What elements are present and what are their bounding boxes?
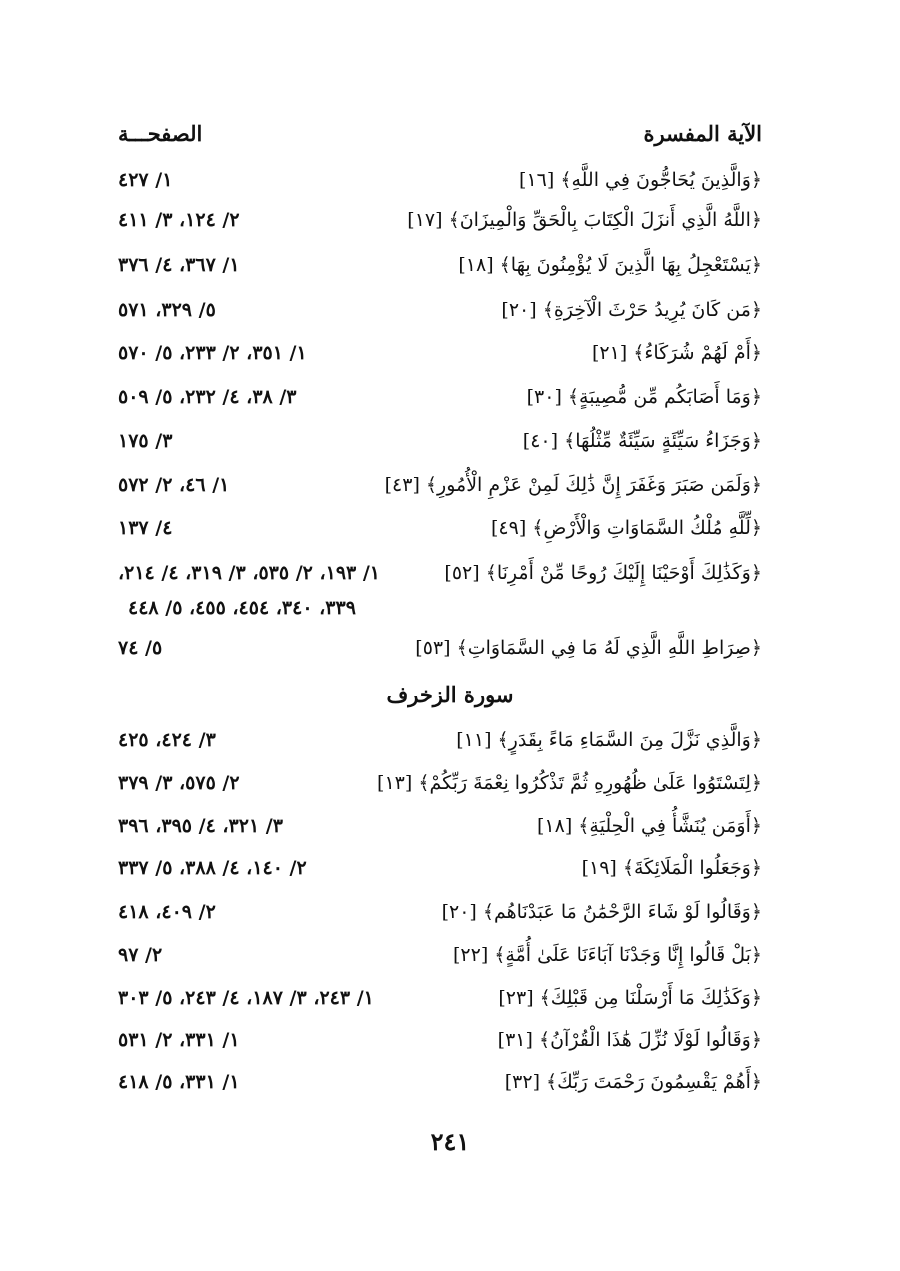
- index-row: [0, 628, 900, 668]
- verse-reference: ﴿يَسْتَعْجِلُ بِهَا الَّذِينَ لَا يُؤْمِنُونَ بِهَا﴾ [١٨]: [458, 254, 762, 276]
- verse-column-heading: الآية المفسرة: [643, 120, 762, 146]
- verse-reference: ﴿أَمْ لَهُمْ شُرَكَاءُ﴾ [٢١]: [591, 342, 762, 364]
- surah-title: سورة الزخرف: [386, 682, 514, 707]
- page-references: ٣/ ٤٢٤، ٤٢٥: [118, 729, 216, 751]
- verse-reference: ﴿اللَّهُ الَّذِي أَنزَلَ الْكِتَابَ بِالْحَقِّ وَالْمِيزَانَ﴾ [١٧]: [407, 209, 762, 231]
- verse-reference: ﴿أَوَمَن يُنَشَّأُ فِي الْحِلْيَةِ﴾ [١٨]: [537, 815, 762, 837]
- verse-reference: ﴿لِتَسْتَوُوا عَلَىٰ ظُهُورِهِ ثُمَّ تَذْكُرُوا نِعْمَةَ رَبِّكُمْ﴾ [١٣]: [377, 772, 762, 794]
- verse-reference: ﴿وَلَمَن صَبَرَ وَغَفَرَ إِنَّ ذَٰلِكَ لَمِنْ عَزْمِ الْأُمُورِ﴾ [٤٣]: [384, 474, 762, 496]
- index-row: [0, 508, 900, 548]
- index-row-continuation: [0, 588, 900, 628]
- index-row: [0, 935, 900, 975]
- verse-reference: ﴿أَهُمْ يَقْسِمُونَ رَحْمَتَ رَبِّكَ﴾ [٣٢]: [504, 1071, 762, 1093]
- index-row: [0, 421, 900, 461]
- index-row: [0, 553, 900, 593]
- page-references: ١/ ٤٢٧: [118, 169, 173, 191]
- verse-reference: ﴿مَن كَانَ يُرِيدُ حَرْثَ الْآخِرَةِ﴾ [٢٠]: [501, 299, 762, 321]
- verse-reference: ﴿وَقَالُوا لَوْ شَاءَ الرَّحْمَٰنُ مَا عَبَدْنَاهُم﴾ [٢٠]: [441, 901, 762, 923]
- verse-reference: ﴿بَلْ قَالُوا إِنَّا وَجَدْنَا آبَاءَنَا عَلَىٰ أُمَّةٍ﴾ [٢٢]: [452, 944, 762, 966]
- page-references: ١/ ٣٣١، ٥/ ٤١٨: [118, 1071, 240, 1093]
- page-references: ٢/ ٥٧٥، ٣/ ٣٧٩: [118, 772, 240, 794]
- page-references: ١/ ٣٦٧، ٤/ ٣٧٦: [118, 254, 240, 276]
- index-row: [0, 806, 900, 846]
- index-row: [0, 763, 900, 803]
- index-row: [0, 160, 900, 200]
- page-column-heading: الصفحـــة: [118, 120, 203, 146]
- verse-reference: ﴿لِّلَّهِ مُلْكُ السَّمَاوَاتِ وَالْأَرْضِ﴾ [٤٩]: [491, 517, 762, 539]
- page-references: ١/ ١٩٣، ٢/ ٥٣٥، ٣/ ٣١٩، ٤/ ٢١٤،: [118, 562, 381, 584]
- index-row: [0, 848, 900, 888]
- verse-reference: ﴿وَمَا أَصَابَكُم مِّن مُّصِيبَةٍ﴾ [٣٠]: [526, 386, 762, 408]
- index-row: [0, 200, 900, 240]
- index-row: [0, 465, 900, 505]
- index-row: [0, 333, 900, 373]
- index-row: [0, 245, 900, 285]
- page-references: ٤/ ١٣٧: [118, 517, 173, 539]
- index-row: [0, 892, 900, 932]
- verse-reference: ﴿وَالَّذِي نَزَّلَ مِنَ السَّمَاءِ مَاءً بِقَدَرٍ﴾ [١١]: [456, 729, 762, 751]
- page-references: ٢/ ٤٠٩، ٤١٨: [118, 901, 216, 923]
- page-references: ٢/ ٩٧: [118, 944, 163, 966]
- page-references: ٣٣٩، ٣٤٠، ٤٥٤، ٤٥٥، ٥/ ٤٤٨: [128, 597, 356, 619]
- index-row: [0, 1062, 900, 1102]
- index-row: [0, 377, 900, 417]
- page-references: ٣/ ٣٨، ٤/ ٢٣٢، ٥/ ٥٠٩: [118, 386, 297, 408]
- page-references: ٢/ ١٢٤، ٣/ ٤١١: [118, 209, 240, 231]
- verse-reference: ﴿وَجَعَلُوا الْمَلَائِكَةَ﴾ [١٩]: [581, 857, 762, 879]
- column-header: [118, 116, 762, 150]
- page-references: ١/ ٣٥١، ٢/ ٢٣٣، ٥/ ٥٧٠: [118, 342, 307, 364]
- verse-reference: ﴿وَالَّذِينَ يُحَاجُّونَ فِي اللَّهِ﴾ [١٦]: [519, 169, 762, 191]
- verse-reference: ﴿وَكَذَٰلِكَ أَوْحَيْنَا إِلَيْكَ رُوحًا مِّنْ أَمْرِنَا﴾ [٥٢]: [444, 562, 762, 584]
- index-row: [0, 1020, 900, 1060]
- page-references: ٥/ ٧٤: [118, 637, 163, 659]
- page-references: ١/ ٣٣١، ٢/ ٥٣١: [118, 1029, 240, 1051]
- verse-reference: ﴿وَجَزَاءُ سَيِّئَةٍ سَيِّئَةٌ مِّثْلُهَا﴾ [٤٠]: [522, 430, 762, 452]
- verse-reference: ﴿وَكَذَٰلِكَ مَا أَرْسَلْنَا مِن قَبْلِكَ﴾ [٢٣]: [498, 987, 762, 1009]
- page-references: ١/ ٢٤٣، ٣/ ١٨٧، ٤/ ٢٤٣، ٥/ ٣٠٣: [118, 987, 374, 1009]
- page-references: ٣/ ١٧٥: [118, 430, 173, 452]
- index-row: [0, 978, 900, 1018]
- page-references: ٣/ ٣٢١، ٤/ ٣٩٥، ٣٩٦: [118, 815, 283, 837]
- page-references: ٢/ ١٤٠، ٤/ ٣٨٨، ٥/ ٣٣٧: [118, 857, 307, 879]
- page-references: ١/ ٤٦، ٢/ ٥٧٢: [118, 474, 230, 496]
- page-number: ٢٤١: [430, 1127, 470, 1156]
- index-row: [0, 720, 900, 760]
- index-row: [0, 290, 900, 330]
- verse-reference: ﴿صِرَاطِ اللَّهِ الَّذِي لَهُ مَا فِي السَّمَاوَاتِ﴾ [٥٣]: [415, 637, 762, 659]
- verse-reference: ﴿وَقَالُوا لَوْلَا نُزِّلَ هَٰذَا الْقُرْآنُ﴾ [٣١]: [497, 1029, 762, 1051]
- page-references: ٥/ ٣٢٩، ٥٧١: [118, 299, 216, 321]
